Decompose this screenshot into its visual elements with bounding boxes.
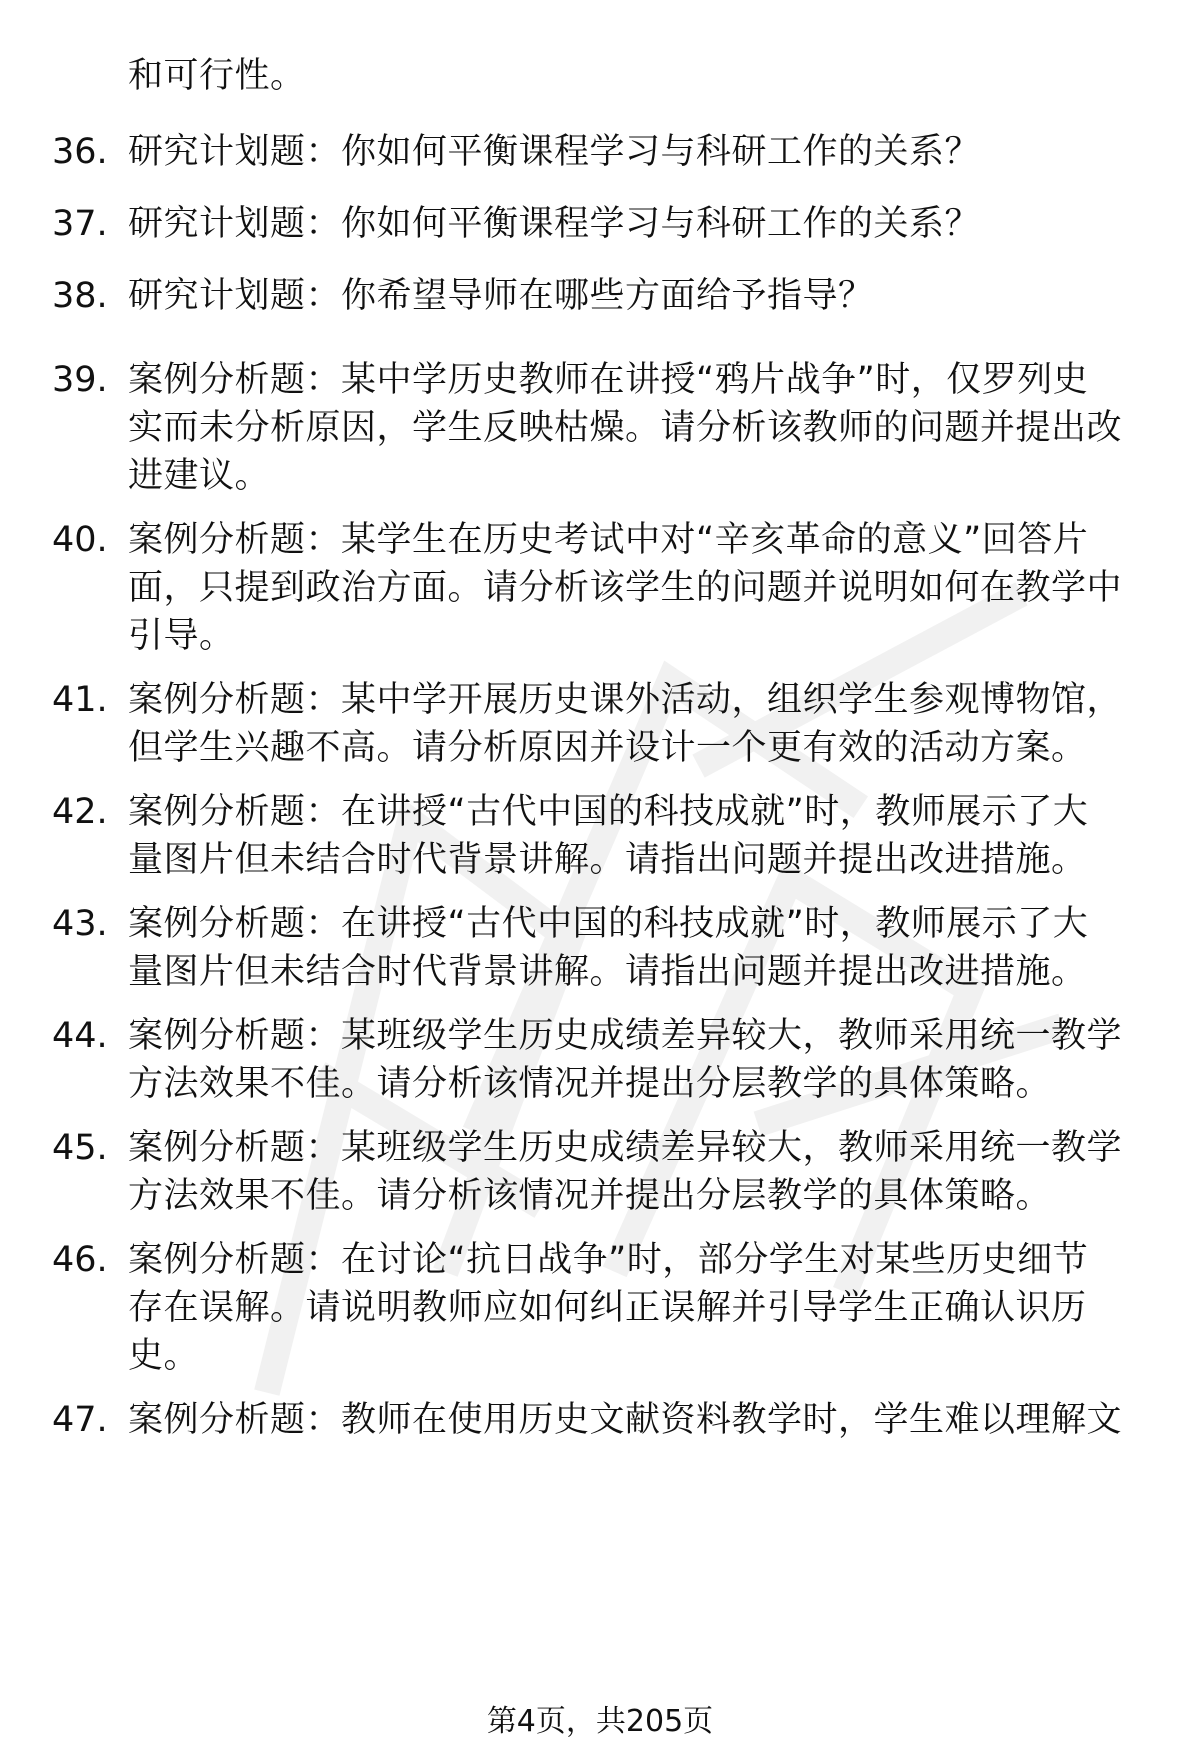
question-text bbox=[128, 128, 1138, 176]
question-number: 42. bbox=[52, 792, 108, 832]
question-text-line: 量图片但未结合时代背景讲解。请指出问题并提出改进措施。 bbox=[128, 952, 1087, 992]
question-text-line: 面，只提到政治方面。请分析该学生的问题并说明如何在教学中 bbox=[128, 568, 1123, 608]
question-text bbox=[128, 788, 1138, 884]
question-text bbox=[128, 1124, 1138, 1220]
question-text-line: 但学生兴趣不高。请分析原因并设计一个更有效的活动方案。 bbox=[128, 728, 1087, 768]
question-text bbox=[128, 676, 1138, 772]
question-number: 43. bbox=[52, 904, 108, 944]
question-number: 38. bbox=[52, 276, 108, 316]
question-text-line: 案例分析题：某学生在历史考试中对“辛亥革命的意义”回答片 bbox=[128, 520, 1089, 560]
question-number: 45. bbox=[52, 1128, 108, 1168]
question-text-line: 量图片但未结合时代背景讲解。请指出问题并提出改进措施。 bbox=[128, 840, 1087, 880]
question-number: 39. bbox=[52, 360, 108, 400]
question-text bbox=[128, 1012, 1138, 1108]
question-text-line: 案例分析题：某班级学生历史成绩差异较大，教师采用统一教学 bbox=[128, 1128, 1123, 1168]
question-text-line: 进建议。 bbox=[128, 456, 271, 496]
question-text-line: 史。 bbox=[128, 1336, 200, 1376]
question-number: 41. bbox=[52, 680, 108, 720]
question-text-line: 案例分析题：某中学开展历史课外活动，组织学生参观博物馆， bbox=[128, 680, 1123, 720]
question-text-line: 案例分析题：在讨论“抗日战争”时，部分学生对某些历史细节 bbox=[128, 1240, 1089, 1280]
question-text-line: 案例分析题：某班级学生历史成绩差异较大，教师采用统一教学 bbox=[128, 1016, 1123, 1056]
question-text bbox=[128, 900, 1138, 996]
question-number: 47. bbox=[52, 1400, 108, 1440]
question-number: 44. bbox=[52, 1016, 108, 1056]
question-text-line: 案例分析题：教师在使用历史文献资料教学时，学生难以理解文 bbox=[128, 1400, 1123, 1440]
question-text-line: 方法效果不佳。请分析该情况并提出分层教学的具体策略。 bbox=[128, 1176, 1052, 1216]
question-text-line: 存在误解。请说明教师应如何纠正误解并引导学生正确认识历 bbox=[128, 1288, 1087, 1328]
question-number: 36. bbox=[52, 132, 108, 172]
question-text-line: 案例分析题：某中学历史教师在讲授“鸦片战争”时，仅罗列史 bbox=[128, 360, 1089, 400]
question-text-line: 研究计划题：你希望导师在哪些方面给予指导？ bbox=[128, 276, 874, 316]
question-text bbox=[128, 516, 1138, 660]
question-number: 46. bbox=[52, 1240, 108, 1280]
question-text-line: 研究计划题：你如何平衡课程学习与科研工作的关系？ bbox=[128, 132, 981, 172]
question-number: 40. bbox=[52, 520, 108, 560]
question-text-line: 案例分析题：在讲授“古代中国的科技成就”时，教师展示了大 bbox=[128, 904, 1089, 944]
question-text bbox=[128, 272, 1138, 320]
question-text-line: 方法效果不佳。请分析该情况并提出分层教学的具体策略。 bbox=[128, 1064, 1052, 1104]
continuation-text: 和可行性。 bbox=[128, 56, 306, 96]
question-text-line: 研究计划题：你如何平衡课程学习与科研工作的关系？ bbox=[128, 204, 981, 244]
question-text-line: 案例分析题：在讲授“古代中国的科技成就”时，教师展示了大 bbox=[128, 792, 1089, 832]
page-footer: 第4页，共205页 bbox=[486, 1704, 714, 1739]
question-text bbox=[128, 1236, 1138, 1380]
question-text bbox=[128, 200, 1138, 248]
question-text bbox=[128, 356, 1138, 500]
question-text bbox=[128, 1396, 1138, 1444]
question-text-line: 引导。 bbox=[128, 616, 235, 656]
question-number: 37. bbox=[52, 204, 108, 244]
question-text-line: 实而未分析原因，学生反映枯燥。请分析该教师的问题并提出改 bbox=[128, 408, 1123, 448]
